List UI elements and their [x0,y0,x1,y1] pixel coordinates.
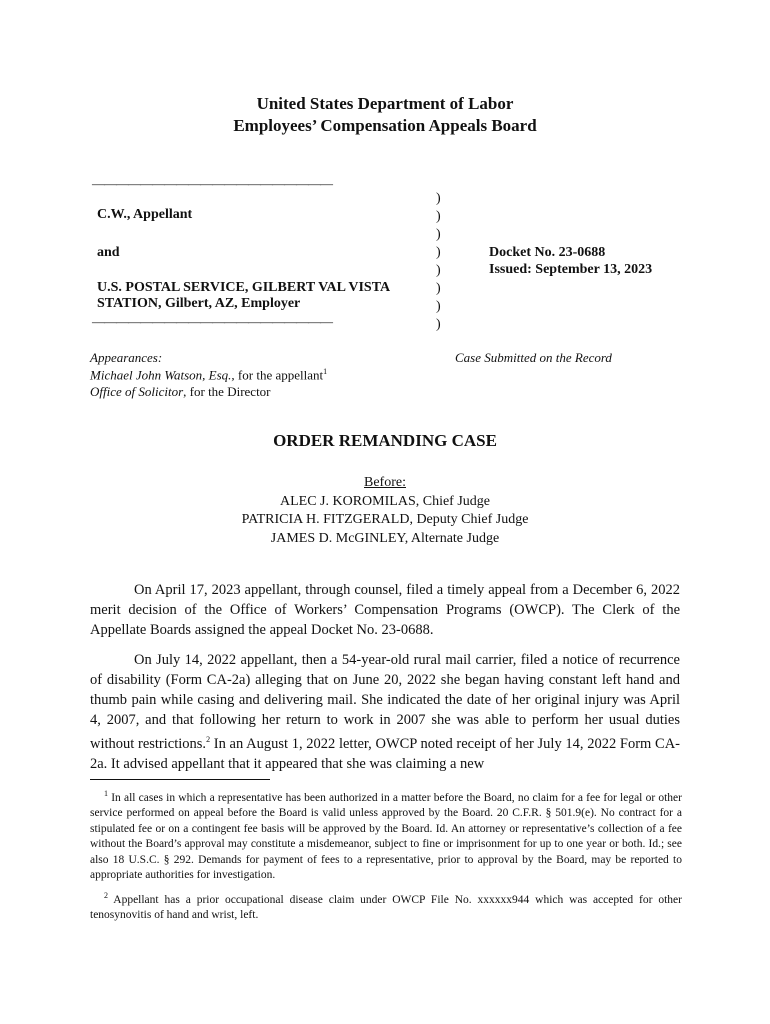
agency-title: United States Department of Labor [256,94,514,113]
case-submitted: Case Submitted on the Record [455,350,612,365]
footnote-1-mark: 1 [104,789,108,798]
appearances-label: Appearances: [90,350,163,365]
employer-line-2: STATION, Gilbert, AZ, Employer [97,296,301,311]
footnote-separator [90,779,270,780]
paren: ) [436,263,441,278]
solicitor-role: , for the Director [183,384,271,399]
caption-rule-top: ———————————————————— [92,176,332,191]
paragraph-2 [90,650,680,774]
footnote-2-mark: 2 [104,891,108,900]
footnote-2 [90,888,682,924]
caption-parens [436,190,441,334]
caption-rule-bottom: ———————————————————— [92,314,332,329]
paren: ) [436,209,441,224]
appearance-solicitor [90,384,271,400]
paren: ) [436,227,441,242]
counsel-name: Michael John Watson, Esq., [90,367,235,383]
board-title: Employees’ Compensation Appeals Board [233,116,537,135]
footnote-1 [90,786,682,884]
footnote-2-text: Appellant has a prior occupational disease claim under OWCP File No. xxxxxx944 which was accepted for other tenosynovitis of hand and wrist, left. [90,893,682,922]
judge-alternate: JAMES D. McGINLEY, Alternate Judge [270,530,500,546]
judge-chief: ALEC J. KOROMILAS, Chief Judge [280,493,490,509]
paren: ) [436,281,441,296]
paragraph-2-text-b: In an August 1, 2022 letter, OWCP noted receipt of her July 14, 2022 Form CA-2a. It advised appellant that it appeared that she was claiming a new [90,735,680,772]
footnote-1-text: In all cases in which a representative has been authorized in a matter before the Board, no claim for a fee for legal or other service performed on appeal before the Board is valid unless approved by the Board. 20 C.F.R. § 501.9(e). No contract for a stipulated fee or on a contingent fee basis will be approved by the Board. Id. An attorney or representative’s collection of a fee without the Board’s approval may constitute a misdemeanor, subject to fine or imprisonment for up to one year or both. Id.; see also 18 U.S.C. § 292. Demands for payment of fees to a representative, prior to approval by the Board, may be reported to appropriate authorities for investigation. [90,791,682,882]
footnote-ref-2: 2 [206,735,211,744]
paragraph-1: On April 17, 2023 appellant, through counsel, filed a timely appeal from a December 6, 2022 merit decision of the Office of Workers’ Compensation Programs (OWCP). The Clerk of the Appellate Boards assigned the appeal Docket No. 23-0688. [90,582,680,638]
paren: ) [436,299,441,314]
paren: ) [436,245,441,260]
docket-number: Docket No. 23-0688 [489,245,606,260]
counsel-role: for the appellant [234,367,324,383]
paragraph-2-text-a: On July 14, 2022 appellant, then a 54-year-old rural mail carrier, filed a notice of recurrence of disability (Form CA-2a) alleging that on June 20, 2022 she began having constant left hand and thumb pain while casing and delivering mail. She indicated the date of her original injury was April 4, 2007, and that following her return to work in 2007 she was able to perform her usual duties without restrictions. [90,652,680,752]
order-title: ORDER REMANDING CASE [273,431,497,450]
solicitor-name: Office of Solicitor [90,384,184,399]
appearance-counsel [90,367,327,383]
panel-block [0,474,770,548]
before-label: Before: [364,475,406,490]
judge-deputy: PATRICIA H. FITZGERALD, Deputy Chief Judge [241,512,529,527]
employer-line-1: U.S. POSTAL SERVICE, GILBERT VAL VISTA [97,280,391,295]
appellant-name: C.W., Appellant [97,207,193,222]
caption-and: and [97,245,120,260]
paren: ) [436,317,441,332]
paren: ) [436,191,441,206]
footnote-ref-1: 1 [323,367,328,376]
issued-date: Issued: September 13, 2023 [489,262,653,277]
